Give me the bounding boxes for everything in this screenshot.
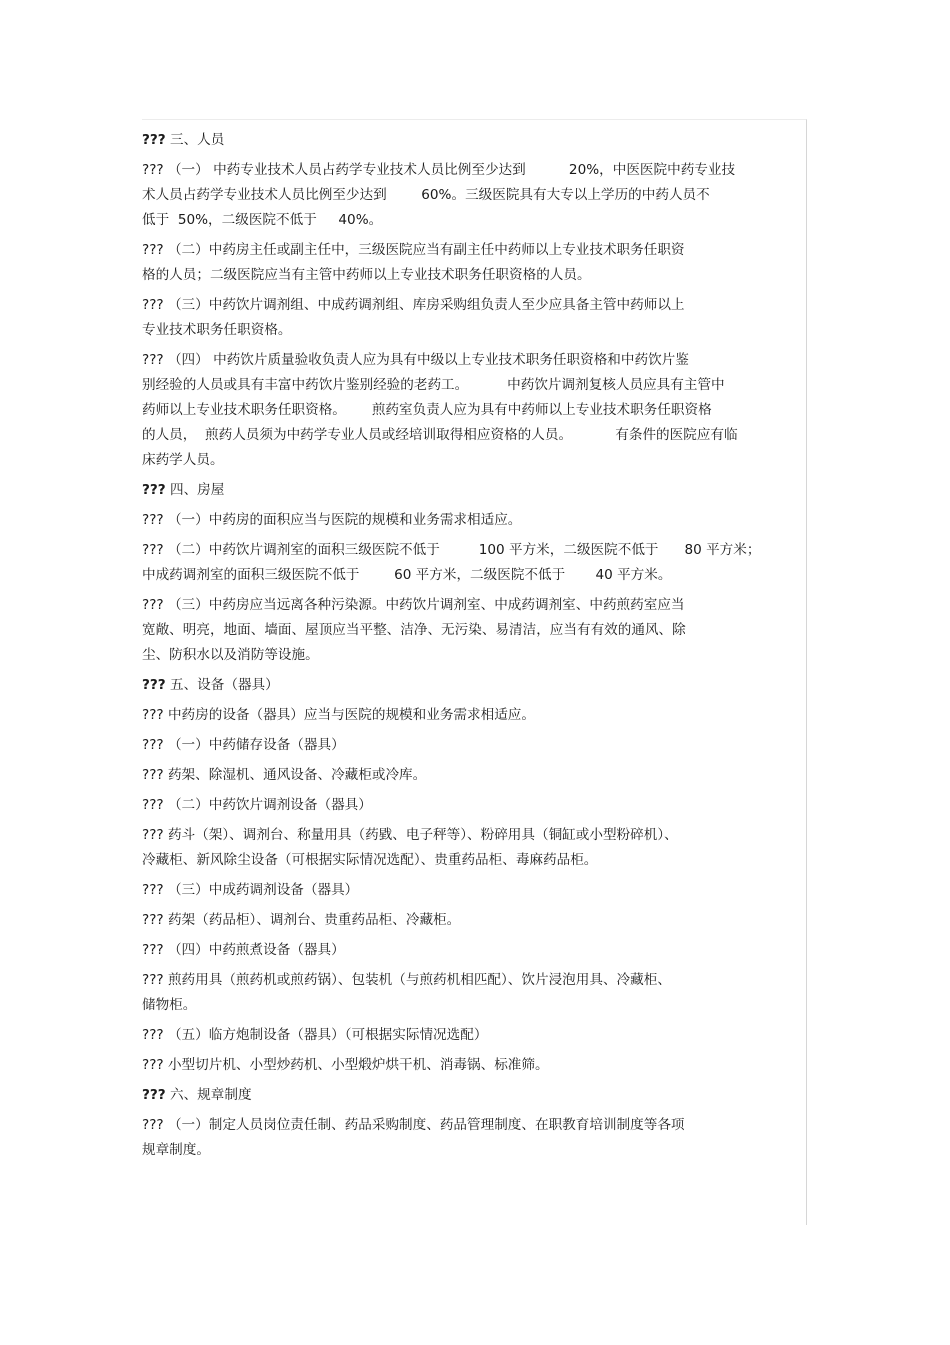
text-line: ??? （一）中药房的面积应当与医院的规模和业务需求相适应。 (142, 512, 522, 528)
text-line: 尘、防积水以及消防等设施。 (142, 647, 319, 663)
paragraph (142, 1023, 806, 1048)
heading-marker: ??? (142, 482, 166, 498)
paragraph (142, 238, 806, 288)
text-line: ??? 药架（药品柜）、调剂台、贵重药品柜、冷藏柜。 (142, 912, 461, 928)
paragraph (142, 348, 806, 473)
heading-marker: ??? (142, 1087, 166, 1103)
text-line: ??? 三、人员 (142, 132, 225, 148)
text-line: 格的人员；二级医院应当有主管中药师以上专业技术职务任职资格的人员。 (142, 267, 591, 283)
paragraph (142, 733, 806, 758)
paragraph (142, 793, 806, 818)
paragraph (142, 508, 806, 533)
paragraph (142, 703, 806, 728)
text-line: 的人员， 煎药人员须为中药学专业人员或经培训取得相应资格的人员。 有条件的医院应有临 (142, 427, 738, 443)
text-line: 中成药调剂室的面积三级医院不低于 60 平方米，二级医院不低于 40 平方米。 (142, 567, 672, 583)
text-line: 宽敞、明亮，地面、墙面、屋顶应当平整、洁净、无污染、易清洁，应当有有效的通风、除 (142, 622, 686, 638)
text-line: 床药学人员。 (142, 452, 224, 468)
text-line: ??? （一）制定人员岗位责任制、药品采购制度、药品管理制度、在职教育培训制度等各项 (142, 1117, 685, 1133)
paragraph (142, 538, 806, 588)
section-heading (142, 478, 806, 503)
text-line: 术人员占药学专业技术人员比例至少达到 60%。三级医院具有大专以上学历的中药人员不 (142, 187, 710, 203)
text-line: 冷藏柜、新风除尘设备（可根据实际情况选配）、贵重药品柜、毒麻药品柜。 (142, 852, 598, 868)
document-page (142, 119, 807, 1225)
text-line: ??? 五、设备（器具） (142, 677, 279, 693)
text-line: 低于 50%，二级医院不低于 40%。 (142, 212, 383, 228)
text-line: ??? （四） 中药饮片质量验收负责人应为具有中级以上专业技术职务任职资格和中药饮片鉴 (142, 352, 689, 368)
paragraph (142, 938, 806, 963)
text-line: ??? 四、房屋 (142, 482, 225, 498)
text-line: 专业技术职务任职资格。 (142, 322, 292, 338)
text-line: 规章制度。 (142, 1142, 210, 1158)
paragraph (142, 1113, 806, 1163)
text-line: ??? （二）中药房主任或副主任中，三级医院应当有副主任中药师以上专业技术职务任职资 (142, 242, 685, 258)
text-line: ??? 煎药用具（煎药机或煎药锅）、包装机（与煎药机相匹配）、饮片浸泡用具、冷藏柜、 (142, 972, 671, 988)
text-line: ??? 六、规章制度 (142, 1087, 252, 1103)
paragraph (142, 1053, 806, 1078)
text-line: ??? （一）中药储存设备（器具） (142, 737, 345, 753)
paragraph (142, 908, 806, 933)
text-line: ??? 药架、除湿机、通风设备、冷藏柜或冷库。 (142, 767, 427, 783)
paragraph (142, 763, 806, 788)
heading-marker: ??? (142, 677, 166, 693)
text-line: 药师以上专业技术职务任职资格。 煎药室负责人应为具有中药师以上专业技术职务任职资格 (142, 402, 712, 418)
document-body (142, 128, 806, 1168)
text-line: ??? 中药房的设备（器具）应当与医院的规模和业务需求相适应。 (142, 707, 535, 723)
text-line: ??? （三）中药饮片调剂组、中成药调剂组、库房采购组负责人至少应具备主管中药师以上 (142, 297, 685, 313)
paragraph (142, 968, 806, 1018)
text-line: ??? 药斗（架）、调剂台、称量用具（药戥、电子秤等）、粉碎用具（铜缸或小型粉碎机）、 (142, 827, 678, 843)
paragraph (142, 158, 806, 233)
text-line: ??? （二）中药饮片调剂设备（器具） (142, 797, 372, 813)
text-line: 储物柜。 (142, 997, 197, 1013)
section-heading (142, 1083, 806, 1108)
text-line: 别经验的人员或具有丰富中药饮片鉴别经验的老药工。 中药饮片调剂复核人员应具有主管中 (142, 377, 725, 393)
paragraph (142, 823, 806, 873)
text-line: ??? （五）临方炮制设备（器具）（可根据实际情况选配） (142, 1027, 488, 1043)
text-line: ??? （三）中药房应当远离各种污染源。中药饮片调剂室、中成药调剂室、中药煎药室应当 (142, 597, 685, 613)
paragraph (142, 593, 806, 668)
paragraph (142, 878, 806, 903)
heading-marker: ??? (142, 132, 166, 148)
section-heading (142, 673, 806, 698)
text-line: ??? （二）中药饮片调剂室的面积三级医院不低于 100 平方米，二级医院不低于 80 平方米； (142, 542, 761, 558)
text-line: ??? （三）中成药调剂设备（器具） (142, 882, 359, 898)
paragraph (142, 293, 806, 343)
text-line: ??? （四）中药煎煮设备（器具） (142, 942, 345, 958)
text-line: ??? （一） 中药专业技术人员占药学专业技术人员比例至少达到 20%，中医医院中药专业技 (142, 162, 736, 178)
text-line: ??? 小型切片机、小型炒药机、小型煅炉烘干机、消毒锅、标准筛。 (142, 1057, 549, 1073)
section-heading (142, 128, 806, 153)
